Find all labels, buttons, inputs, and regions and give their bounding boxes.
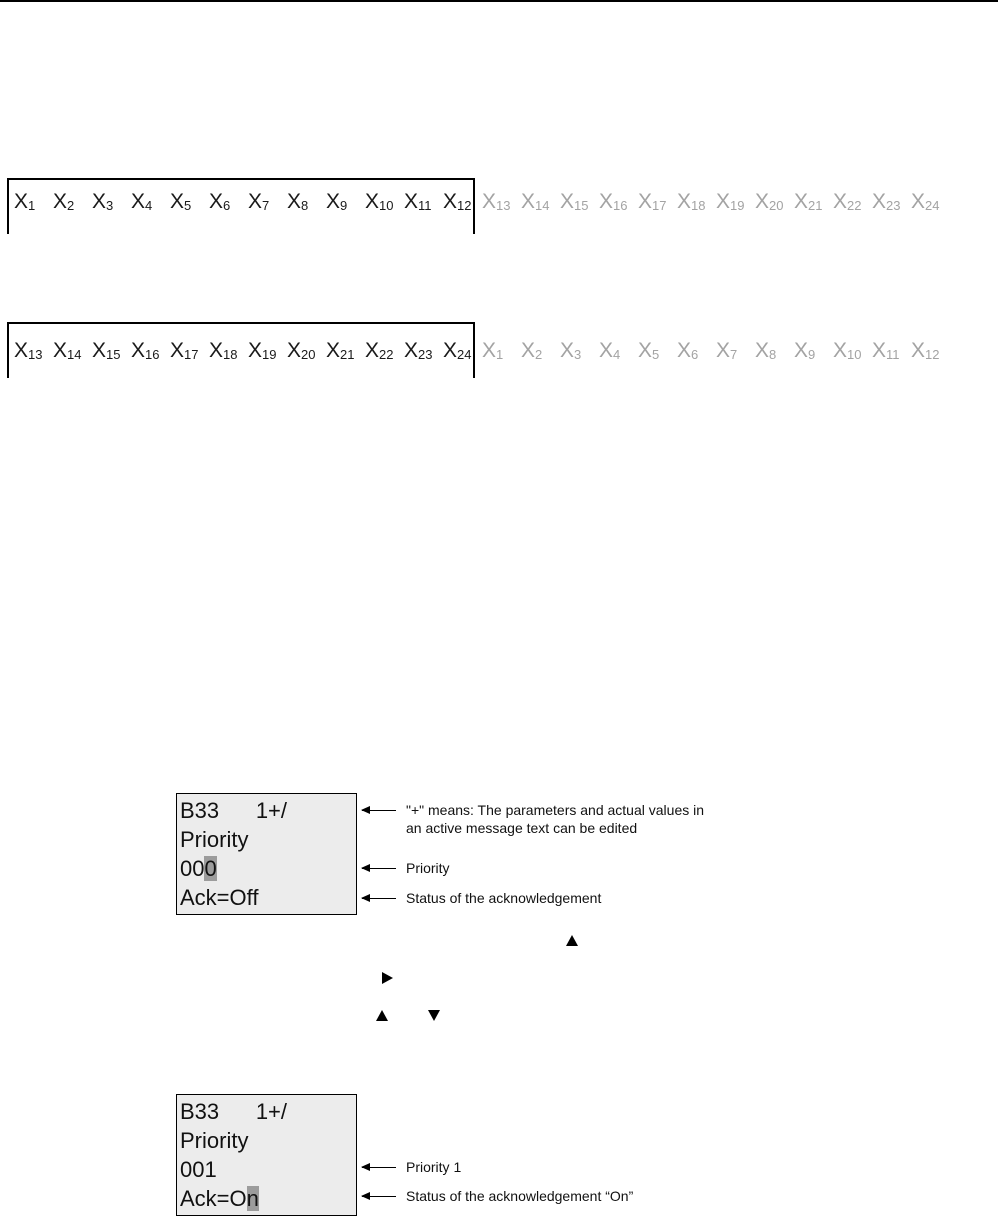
ticker-item-hidden: [755, 339, 794, 363]
ticker-item-hidden: [560, 190, 599, 214]
ticker-item-hidden: [482, 339, 521, 363]
cursor-digit: 0: [204, 856, 217, 881]
lcd-line-priority-label: Priority: [180, 1128, 249, 1153]
down-arrow-key-icon: [428, 1010, 440, 1021]
ticker-item-base: X: [638, 339, 653, 362]
ticker-item-base: X: [482, 190, 497, 213]
ticker-item-base: X: [833, 339, 848, 362]
ticker-item-base: X: [14, 190, 29, 213]
ticker-item-base: X: [911, 339, 926, 362]
ticker-item-index: 3: [574, 347, 582, 362]
annotation-plus-line-2: an active message text can be edited: [406, 820, 638, 836]
ticker-item-hidden: [833, 190, 872, 214]
lcd-line-ack: Ack=Off: [180, 885, 259, 910]
up-arrow-key-icon: [566, 935, 578, 946]
pointer-arrow-icon: [362, 810, 396, 811]
ticker-item-base: X: [248, 190, 263, 213]
ticker-item-hidden: [716, 339, 755, 363]
ticker-item-visible: [287, 339, 326, 363]
ticker-item-hidden: [911, 339, 950, 363]
ticker-item-base: X: [755, 190, 770, 213]
ticker-item-index: 15: [106, 347, 121, 362]
ticker-item-base: X: [53, 339, 68, 362]
annotation-priority-1: Priority 1: [406, 1159, 462, 1175]
pointer-arrow-icon: [362, 898, 396, 899]
ticker-item-index: 1: [28, 198, 36, 213]
ticker-item-base: X: [92, 339, 107, 362]
ticker-item-visible: [443, 190, 482, 214]
ticker-item-index: 22: [847, 198, 862, 213]
ticker-item-index: 24: [925, 198, 940, 213]
ticker-item-index: 12: [925, 347, 940, 362]
ticker-item-visible: [326, 190, 365, 214]
ticker-item-base: X: [560, 339, 575, 362]
ticker-item-visible: [53, 339, 92, 363]
ticker-item-hidden: [599, 190, 638, 214]
pointer-arrow-icon: [362, 1196, 396, 1197]
ticker-item-visible: [326, 339, 365, 363]
ticker-item-index: 4: [145, 198, 153, 213]
ticker-item-index: 14: [67, 347, 82, 362]
ticker-item-index: 5: [652, 347, 660, 362]
ticker-item-hidden: [755, 190, 794, 214]
ticker-item-hidden: [677, 339, 716, 363]
ticker-item-base: X: [677, 339, 692, 362]
ticker-item-hidden: [560, 339, 599, 363]
ticker-item-base: X: [482, 339, 497, 362]
ticker-item-base: X: [365, 339, 380, 362]
ticker-item-index: 19: [262, 347, 277, 362]
ticker-item-hidden: [872, 339, 911, 363]
ticker-item-hidden: [677, 190, 716, 214]
ticker-item-visible: [92, 190, 131, 214]
ticker-item-base: X: [248, 339, 263, 362]
ticker-item-index: 17: [652, 198, 667, 213]
page-top-rule: [0, 0, 998, 2]
ticker-item-base: X: [638, 190, 653, 213]
ticker-item-hidden: [794, 339, 833, 363]
ticker-item-hidden: [521, 190, 560, 214]
lcd-display-1: [176, 793, 357, 915]
ticker-item-index: 24: [457, 347, 472, 362]
ticker-item-hidden: [872, 190, 911, 214]
annotation-plus-line-1: "+" means: The parameters and actual values in: [406, 802, 705, 818]
ticker-item-base: X: [14, 339, 29, 362]
ticker-item-base: X: [53, 190, 68, 213]
ticker-item-index: 4: [613, 347, 621, 362]
ticker-item-index: 13: [28, 347, 43, 362]
ticker-item-index: 7: [730, 347, 738, 362]
ticker-item-base: X: [794, 190, 809, 213]
ticker-item-base: X: [287, 190, 302, 213]
ticker-item-base: X: [326, 190, 341, 213]
ticker-item-base: X: [794, 339, 809, 362]
ticker-item-index: 20: [301, 347, 316, 362]
lcd-line-priority-value: 001: [180, 1157, 217, 1182]
ticker-item-index: 7: [262, 198, 270, 213]
ticker-item-base: X: [443, 339, 458, 362]
ticker-item-base: X: [287, 339, 302, 362]
ticker-item-hidden: [911, 190, 950, 214]
ticker-item-visible: [365, 339, 404, 363]
ticker-item-index: 11: [886, 347, 900, 362]
pointer-arrow-icon: [362, 868, 396, 869]
lcd-line-block-number: B33 1+/: [180, 1099, 288, 1124]
ticker-item-base: X: [365, 190, 380, 213]
annotation-ack-status: Status of the acknowledgement: [406, 890, 602, 906]
ticker-item-base: X: [716, 339, 731, 362]
ticker-item-index: 10: [847, 347, 862, 362]
ticker-item-index: 13: [496, 198, 511, 213]
ticker-item-base: X: [209, 190, 224, 213]
ticker-item-visible: [14, 190, 53, 214]
ticker-item-index: 2: [67, 198, 75, 213]
ticker-row-2: [14, 339, 950, 369]
lcd-line-priority-label: Priority: [180, 827, 249, 852]
ticker-item-base: X: [833, 190, 848, 213]
ticker-item-base: X: [404, 190, 419, 213]
ticker-item-base: X: [677, 190, 692, 213]
ticker-item-index: 8: [301, 198, 309, 213]
up-arrow-key-icon: [376, 1010, 388, 1021]
ticker-item-visible: [365, 190, 404, 214]
ticker-item-index: 14: [535, 198, 550, 213]
ticker-item-hidden: [833, 339, 872, 363]
annotation-plus-meaning: [406, 801, 704, 837]
priority-digits: 00: [180, 856, 205, 881]
ticker-item-base: X: [170, 190, 185, 213]
lcd-display-2: [176, 1094, 357, 1216]
ticker-item-hidden: [794, 190, 833, 214]
ticker-item-hidden: [521, 339, 560, 363]
ticker-item-base: X: [92, 190, 107, 213]
ack-text: Ack=O: [180, 1186, 247, 1211]
ticker-item-visible: [209, 190, 248, 214]
ticker-item-hidden: [716, 190, 755, 214]
ticker-item-index: 21: [808, 198, 823, 213]
ticker-item-index: 21: [340, 347, 355, 362]
ticker-item-base: X: [131, 190, 146, 213]
ticker-item-visible: [170, 339, 209, 363]
ticker-item-index: 9: [808, 347, 816, 362]
ticker-item-index: 6: [691, 347, 699, 362]
ticker-item-visible: [131, 190, 170, 214]
ticker-item-base: X: [911, 190, 926, 213]
ticker-item-base: X: [404, 339, 419, 362]
right-arrow-key-icon: [382, 972, 393, 984]
ticker-item-index: 19: [730, 198, 745, 213]
ticker-item-hidden: [638, 339, 677, 363]
ticker-item-base: X: [326, 339, 341, 362]
ticker-item-visible: [404, 339, 443, 363]
ticker-item-index: 9: [340, 198, 348, 213]
ticker-item-index: 5: [184, 198, 192, 213]
ticker-item-base: X: [716, 190, 731, 213]
ticker-item-base: X: [521, 339, 536, 362]
ticker-item-visible: [287, 190, 326, 214]
cursor-char: n: [246, 1186, 259, 1211]
ticker-item-visible: [248, 339, 287, 363]
ticker-item-base: X: [872, 339, 887, 362]
ticker-item-visible: [14, 339, 53, 363]
ticker-item-base: X: [872, 190, 887, 213]
ticker-item-index: 20: [769, 198, 784, 213]
ticker-item-index: 12: [457, 198, 472, 213]
ticker-item-index: 11: [418, 198, 432, 213]
ticker-item-base: X: [560, 190, 575, 213]
ticker-item-visible: [92, 339, 131, 363]
lcd-line-ack: [180, 1184, 356, 1213]
ticker-item-index: 23: [418, 347, 433, 362]
ticker-item-index: 10: [379, 198, 394, 213]
ticker-item-index: 1: [496, 347, 504, 362]
ticker-item-index: 22: [379, 347, 394, 362]
ticker-item-base: X: [170, 339, 185, 362]
ticker-item-base: X: [599, 190, 614, 213]
ticker-item-visible: [443, 339, 482, 363]
annotation-priority: Priority: [406, 860, 450, 876]
ticker-item-index: 17: [184, 347, 199, 362]
lcd-line-block-number: B33 1+/: [180, 798, 288, 823]
annotation-ack-status-on: Status of the acknowledgement “On”: [406, 1188, 634, 1204]
ticker-item-base: X: [131, 339, 146, 362]
ticker-item-hidden: [638, 190, 677, 214]
ticker-item-base: X: [209, 339, 224, 362]
ticker-item-base: X: [443, 190, 458, 213]
ticker-item-hidden: [482, 190, 521, 214]
ticker-item-index: 15: [574, 198, 589, 213]
ticker-item-index: 16: [613, 198, 628, 213]
ticker-item-index: 2: [535, 347, 543, 362]
ticker-item-index: 18: [223, 347, 238, 362]
ticker-row-1: [14, 190, 950, 220]
ticker-item-hidden: [599, 339, 638, 363]
ticker-item-index: 3: [106, 198, 114, 213]
pointer-arrow-icon: [362, 1167, 396, 1168]
ticker-item-visible: [170, 190, 209, 214]
ticker-item-base: X: [755, 339, 770, 362]
ticker-item-base: X: [599, 339, 614, 362]
ticker-item-index: 23: [886, 198, 901, 213]
ticker-item-base: X: [521, 190, 536, 213]
ticker-item-index: 18: [691, 198, 706, 213]
ticker-item-visible: [209, 339, 248, 363]
lcd-line-priority-value: [180, 854, 356, 883]
ticker-item-visible: [53, 190, 92, 214]
ticker-item-visible: [131, 339, 170, 363]
ticker-item-visible: [248, 190, 287, 214]
ticker-item-visible: [404, 190, 443, 214]
ticker-item-index: 6: [223, 198, 231, 213]
ticker-item-index: 16: [145, 347, 160, 362]
ticker-item-index: 8: [769, 347, 777, 362]
